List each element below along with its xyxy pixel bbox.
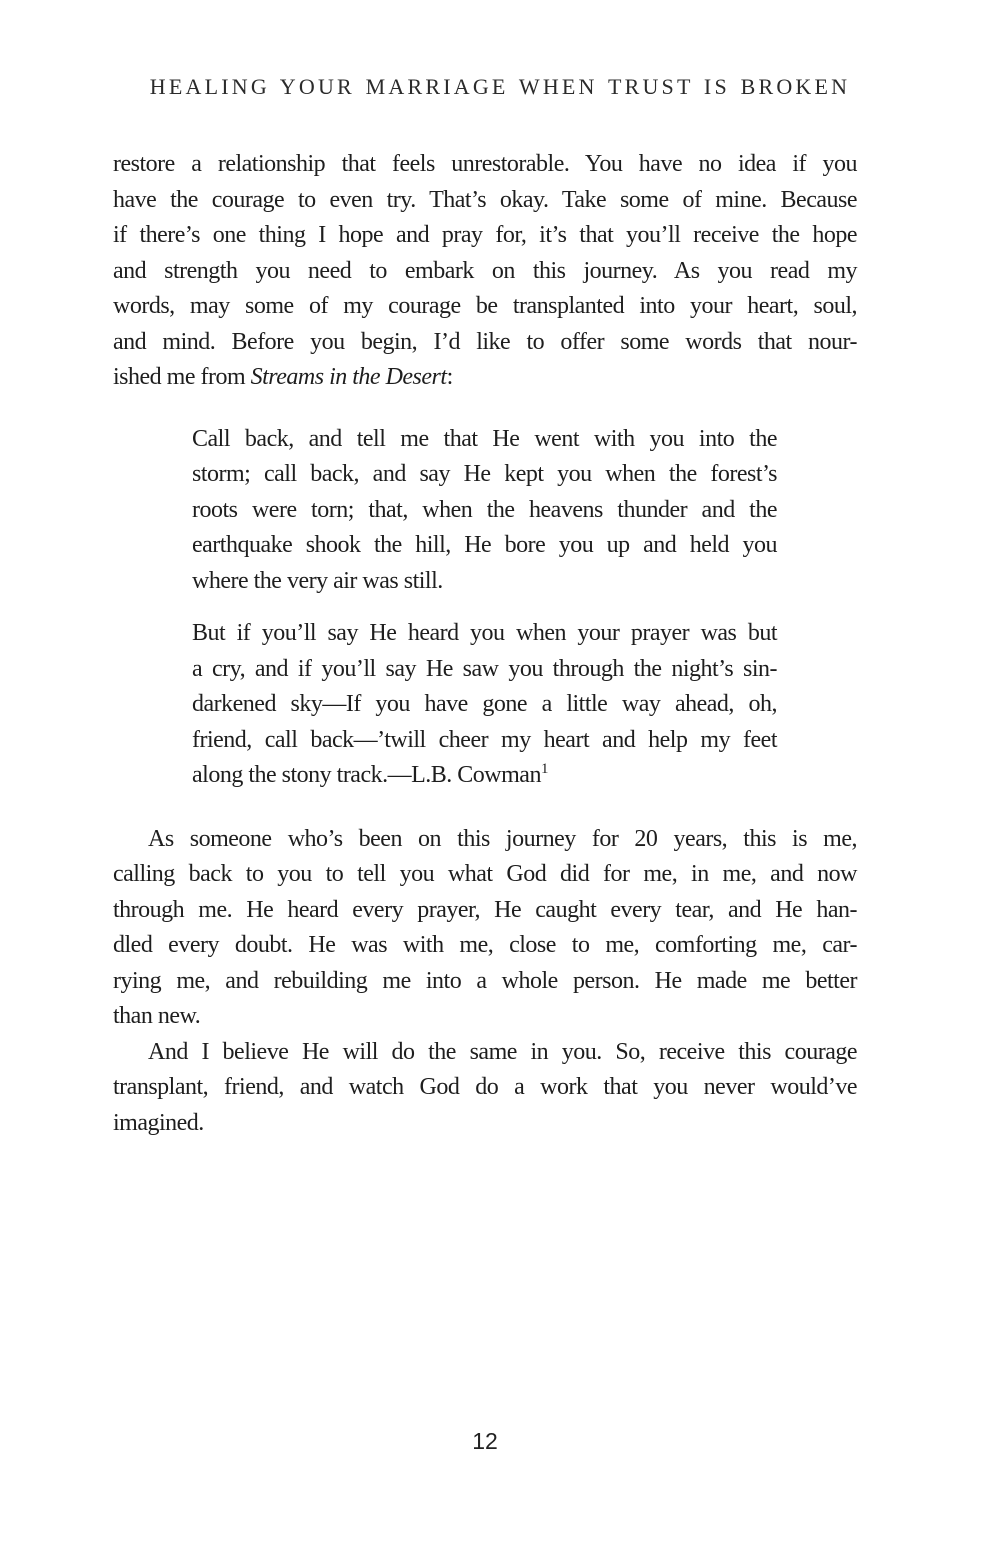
footnote-reference: 1	[540, 761, 549, 777]
text-line: As someone who’s been on this journey for 20 years, this is me,	[148, 825, 857, 852]
text-line: ished me from Streams in the Desert:	[113, 364, 453, 390]
text-line: a cry, and if you’ll say He saw you through the night’s sin-	[192, 655, 777, 682]
body-paragraph	[113, 822, 857, 1035]
text-line: words, may some of my courage be transplanted into your heart, soul,	[113, 293, 857, 319]
text-line: restore a relationship that feels unrestorable. You have no idea if you	[113, 151, 857, 177]
text-line: roots were torn; that, when the heavens thunder and the	[192, 496, 777, 523]
page-number: 12	[472, 1428, 498, 1454]
text-line: and strength you need to embark on this journey. As you read my	[113, 257, 857, 284]
text-line: transplant, friend, and watch God do a work that you never would’ve	[113, 1074, 857, 1100]
text-line: storm; call back, and say He kept you when the forest’s	[192, 461, 777, 487]
text-line: rying me, and rebuilding me into a whole person. He made me better	[113, 967, 857, 994]
text-line: along the stony track.—L.B. Cowman$^1$	[192, 761, 549, 788]
text-line: dled every doubt. He was with me, close to me, comforting me, car-	[113, 932, 857, 958]
body-paragraph	[113, 1035, 857, 1142]
block-quote	[192, 616, 777, 794]
text-line: earthquake shook the hill, He bore you up and held you	[192, 532, 777, 558]
text-line: have the courage to even try. That’s okay. Take some of mine. Because	[113, 186, 857, 213]
text-line: and mind. Before you begin, I’d like to offer some words that nour-	[113, 328, 857, 355]
block-quote	[192, 422, 777, 600]
text-line: Call back, and tell me that He went with you into the	[192, 425, 777, 452]
body-paragraph	[113, 147, 857, 396]
running-header: HEALING YOUR MARRIAGE WHEN TRUST IS BROKEN	[149, 74, 851, 99]
text-column	[113, 147, 857, 1141]
text-line: And I believe He will do the same in you. So, receive this courage	[148, 1038, 857, 1065]
text-line: calling back to you to tell you what God did for me, in me, and now	[113, 861, 857, 887]
book-title-italic: Streams in the Desert	[250, 364, 447, 390]
text-line: friend, call back—’twill cheer my heart and help my feet	[192, 726, 777, 753]
text-line: through me. He heard every prayer, He caught every tear, and He han-	[113, 896, 857, 923]
text-line: imagined.	[113, 1109, 204, 1136]
text-line: where the very air was still.	[192, 567, 443, 594]
text-line: than new.	[113, 1003, 201, 1029]
text-line: darkened sky—If you have gone a little way ahead, oh,	[192, 691, 777, 717]
text-line: But if you’ll say He heard you when your prayer was but	[192, 620, 777, 646]
text-line: if there’s one thing I hope and pray for, it’s that you’ll receive the hope	[113, 222, 857, 248]
